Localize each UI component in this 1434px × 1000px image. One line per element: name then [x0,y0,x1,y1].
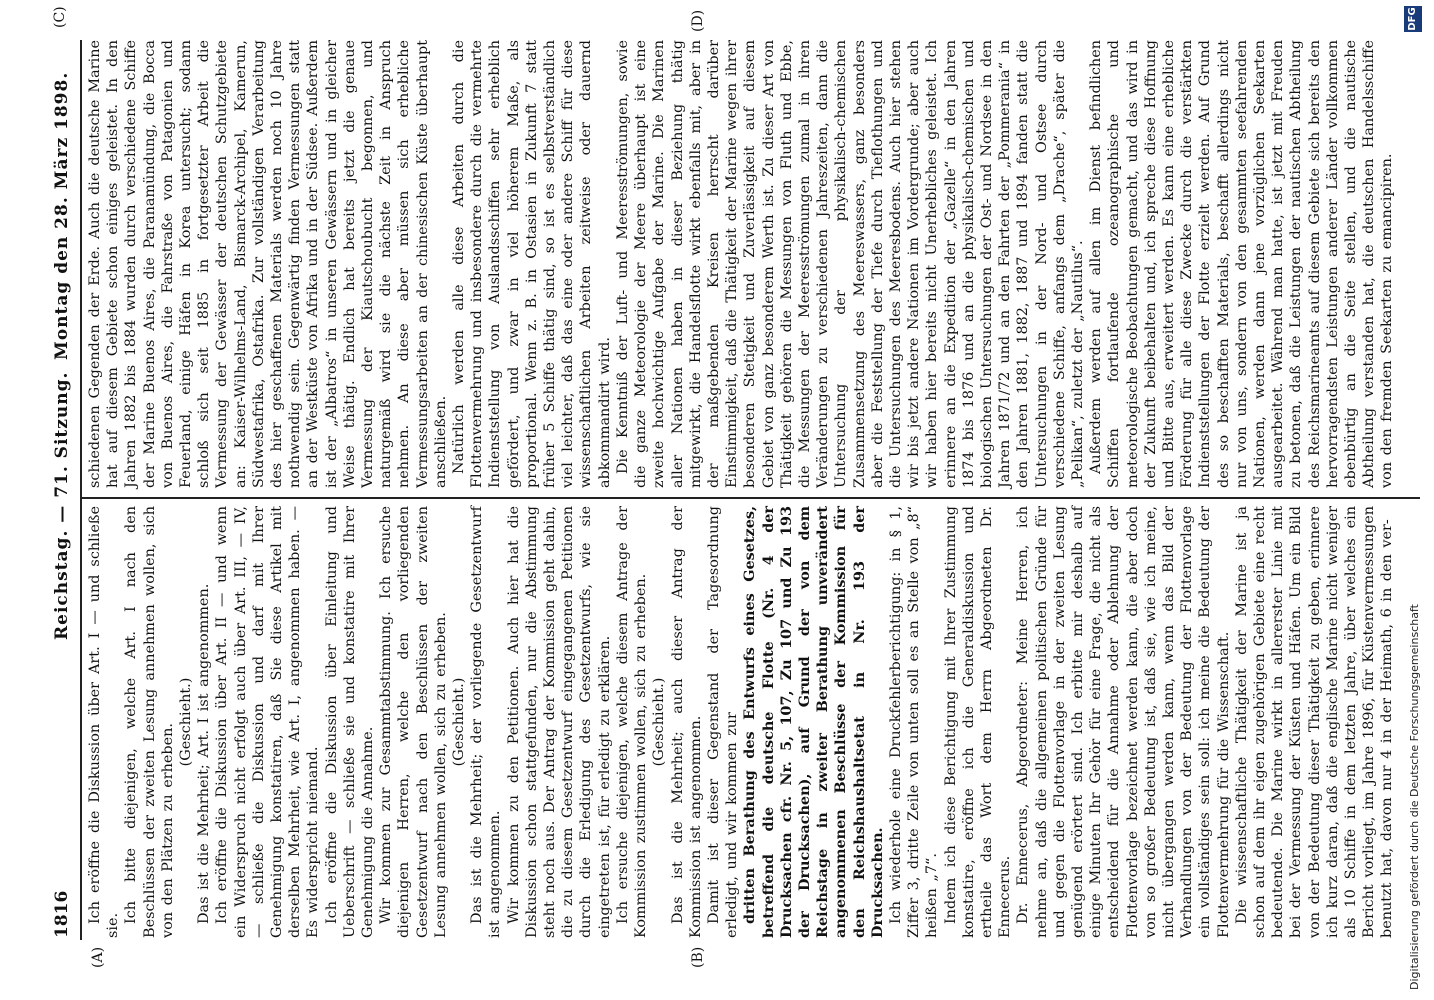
margin-mark-b: (B) [690,946,706,968]
paragraph: (Geschieht.) [178,677,195,767]
dfg-logo: DFG [1404,6,1422,32]
session-date: Montag den 28. März 1898. [52,71,72,360]
paragraph: Indem ich diese Berichtigung mit Ihrer Zustimmung konstatire, eröffne ich die Generaldiskussion und ertheile das Wort dem Herrn Abgeordneten Dr. Ennecerus. [942,506,1014,938]
paragraph: Die wissenschaftliche Thätigkeit der Marine ist ja schon auf dem ihr eigen zugehörigen Gebiete eine recht bedeutende. Die Marine wirkt in allererster Linie mit bei der Vermessung der Küsten und Häfen. Um ein Bild von der Bedeutung dieser Thätigkeit zu geben, erinnere ich kurz daran, daß die englische Marine nicht weniger als 10 Schiffe in dem letzten Jahre, über welches ein Bericht vorliegt, im Jahre 1896, für Küstenvermessungen benutzt hat, davon nur 4 in der Heimath, 6 in den ver- [1233,506,1396,938]
paragraph: Wir kommen zu den Petitionen. Auch hier hat die Diskussion schon stattgefunden, nur die Abstimmung steht noch aus. Der Antrag der Kommission geht dahin, die zu diesem Gesetzentwurf eingegangenen Petitionen durch die Erledigung des Gesetzentwurfs, wie sie eingetreten ist, für erledigt zu erklären. [505,506,613,938]
paragraph: Ich eröffne die Diskussion über Art. II — und wenn ein Widerspruch nicht erfolgt auch über Art. III, — IV, — schließe die Diskussion und darf mit Ihrer Genehmigung konstatiren, daß Sie diese Artikel mit derselben Mehrheit, wie Art. I, angenommen haben. — Es widerspricht niemand. [214,506,322,938]
paragraph: Ich wiederhole eine Druckfehlerberichtigung: in § 1, Ziffer 3, dritte Zeile von unten soll es an Stelle von „8“ heißen „7“. [887,506,941,938]
margin-mark-a: (A) [90,946,106,968]
paragraph: Außerdem werden auf allen im Dienst befindlichen Schiffen fortlaufende ozeanographische und meteorologische Beobachtungen gemacht, und das wird in der Zukunft beibehalten und, ich spreche diese Hoffnung und Bitte aus, erweitert werden. Es kann eine erhebliche Förderung für alle diese Zwecke durch die verstärkten Indienststellungen der Flotte erzielt werden. Auf Grund des so beschafften Materials, beschafft allerdings nicht nur von uns, sondern von den gesammten seefahrenden Nationen, werden dann jene vorzüglichen Seekarten ausgearbeitet. Während man hatte, ist jetzt mit Freuden zu betonen, daß die Leistungen der nautischen Abtheilung des Reichsmarineamts auf diesem Gebiete sich bereits den hervorragendsten Leistungen anderer Länder vollkommen ebenbürtig an die Seite stellen, und die nautische Abtheilung verstanden hat, die deutschen Handelsschiffe von den fremden Seekarten zu emancipiren. [1088,40,1396,488]
margin-mark-d: (D) [690,9,706,32]
paragraph: (Geschieht.) [651,677,668,767]
margin-mark-c: (C) [52,6,68,28]
page-header [52,0,82,1000]
paragraph: Damit ist dieser Gegenstand der Tagesordnung erledigt, und wir kommen zur [705,506,741,938]
paragraph: Das ist die Mehrheit; auch dieser Antrag der Kommission ist angenommen. [669,506,704,938]
paragraph: Das ist die Mehrheit; Art. I ist angenommen. [196,583,213,924]
header-rule [80,40,82,940]
right-column [86,40,1416,488]
paragraph: schiedenen Gegenden der Erde. Auch die deutsche Marine hat auf diesem Gebiete schon einiges geleistet. In den Jahren 1882 bis 1884 wurden durch verschiedene Schiffe der Marine Buenos Aires, die Paranamündung, die Bocca von Buenos Aires, die Fahrstraße von Patagonien und Feuerland, einige Häfen in Korea untersucht; sodann schloß sich seit 1885 in fortgesetzter Arbeit die Vermessung der Gewässer der deutschen Schutzgebiete an: Kaiser-Wilhelms-Land, Bismarck-Archipel, Kamerun, Südwestafrika, Ostafrika. Zur vollständigen Verarbeitung des hier geschaffenen Materials werden noch 10 Jahre nothwendig sein. Gegenwärtig finden Vermessungen statt an der Westküste von Afrika und in der Südsee. Außerdem ist der „Albatros“ in unseren Gewässern und in gleicher Weise thätig. Endlich hat bereits jetzt die genaue Vermessung der Kiautschoubucht begonnen, und naturgemäß wird sie die nächste Zeit in Anspruch nehmen. An diese aber müssen sich erhebliche Vermessungsarbeiten an der chinesischen Küste überhaupt anschließen. [87,40,449,488]
paragraph: dritten Berathung des Entwurfs eines Gesetzes, betreffend die deutsche Flotte (Nr. 4 der Drucksachen cfr. Nr. 5, 107, Zu 107 und Zu 193 der Drucksachen), auf Grund der von dem Reichstage in zweiter Berathung unverändert angenommenen Beschlüsse der Kommission für den Reichshaushaltsetat in Nr. 193 der Drucksachen. [741,506,886,938]
paragraph: Das ist die Mehrheit; der vorliegende Gesetzentwurf ist angenommen. [469,506,504,938]
page-number: 1816 [52,890,72,938]
footer-credit [1402,0,1428,1000]
paragraph: Die Kenntniß der Luft- und Meeresströmungen, sowie die ganze Meteorologie der Meere überhaupt ist eine zweite hochwichtige Aufgabe der Marine. Die Marinen aller Nationen haben in dieser Beziehung thätig mitgewirkt, die Handelsflotte wirkt ebenfalls mit, aber in der maßgebenden Kreisen herrscht darüber Einstimmigkeit, daß die Thätigkeit der Marine wegen ihrer besonderen Stetigkeit und Zuverlässigkeit auf diesem Gebiet von ganz besonderem Werth ist. Zu dieser Art von Thätigkeit gehören die Messungen von Fluth und Ebbe, die Messungen der Meeresströmungen zumal in ihren Veränderungen zu verschiedenen Jahreszeiten, dann die Untersuchung der physikalisch-chemischen Zusammensetzung des Meereswassers, ganz besonders aber die Feststellung der Tiefe durch Tieflothungen und die Untersuchungen des Meeresbodens. Auch hier stehen wir bis jetzt andere Nationen im Vordergrunde; aber auch wir haben hier bereits nicht Unerhebliches geleistet. Ich erinnere an die Expedition der „Gazelle“ in den Jahren 1874 bis 1876 und an die physikalisch-chemischen und biologischen Untersuchungen der Ost- und Nordsee in den Jahren 1871/72 und an den Fahrten der „Pommerania“ in den Jahren 1881, 1882, 1887 und 1894 fanden statt die Untersuchungen in der Nord- und Ostsee durch verschiedene Schiffe, anfangs dem „Drache“, später die „Pelikan“, zuletzt der „Nautilus“. [614,40,1086,488]
paragraph: Ich eröffne die Diskussion über Art. I — und schließe sie. [87,506,122,938]
paragraph: Ich eröffne die Diskussion über Einleitung und Ueberschrift — schließe sie und konstatire mit Ihrer Genehmigung die Annahme. [323,506,377,938]
paragraph: Dr. Ennecerus, Abgeordneter: Meine Herren, ich nehme an, daß die allgemeinen politischen Gründe für und gegen die Flottenvorlage in der zweiten Lesung genügend erörtert sind. Ich erbitte mir deshalb auf einige Minuten Ihr Gehör für eine Frage, die nicht als entscheidend für die Annahme oder Ablehnung der Flottenvorlage bezeichnet werden kann, die aber doch von so großer Bedeutung ist, daß sie, wie ich meine, nicht übergangen werden kann, wenn das Bild der Verhandlungen von der Bedeutung der Flottenvorlage ein vollständiges sein soll: ich meine die Bedeutung der Flottenvermehrung für die Wissenschaft. [1015,506,1232,938]
paragraph: (Geschieht.) [451,677,468,767]
paragraph: Wir kommen zur Gesammtabstimmung. Ich ersuche diejenigen Herren, welche den vorliegenden Gesetzentwurf nach den Beschlüssen der zweiten Lesung annehmen wollen, sich zu erheben. [378,506,449,938]
paragraph: Natürlich werden alle diese Arbeiten durch die Flottenvermehrung und insbesondere durch die vermehrte Indienststellung von Auslandsschiffen sehr erheblich gefördert, und zwar in viel höherem Maße, als proportional. Wenn z. B. in Ostasien in Zukunft 7 statt früher 5 Schiffe thätig sind, so ist es selbstverständlich viel leichter, daß das eine oder andere Schiff für diese wissenschaftlichen Arbeiten zeitweise oder dauernd abkommandirt wird. [451,40,613,488]
paragraph: Ich bitte diejenigen, welche Art. I nach den Beschlüssen der zweiten Lesung annehmen wollen, sich von den Plätzen zu erheben. [123,506,176,938]
column-divider [80,497,1420,499]
funding-note: Digitalisierung gefördert durch die Deutsche Forschungsgemeinschaft [1408,604,1421,990]
page-title: Reichstag. — 71. Sitzung. [52,371,72,640]
left-column [86,506,1416,938]
paragraph: Ich ersuche diejenigen, welche diesem Antrage der Kommission zustimmen wollen, sich zu erheben. [614,506,650,938]
